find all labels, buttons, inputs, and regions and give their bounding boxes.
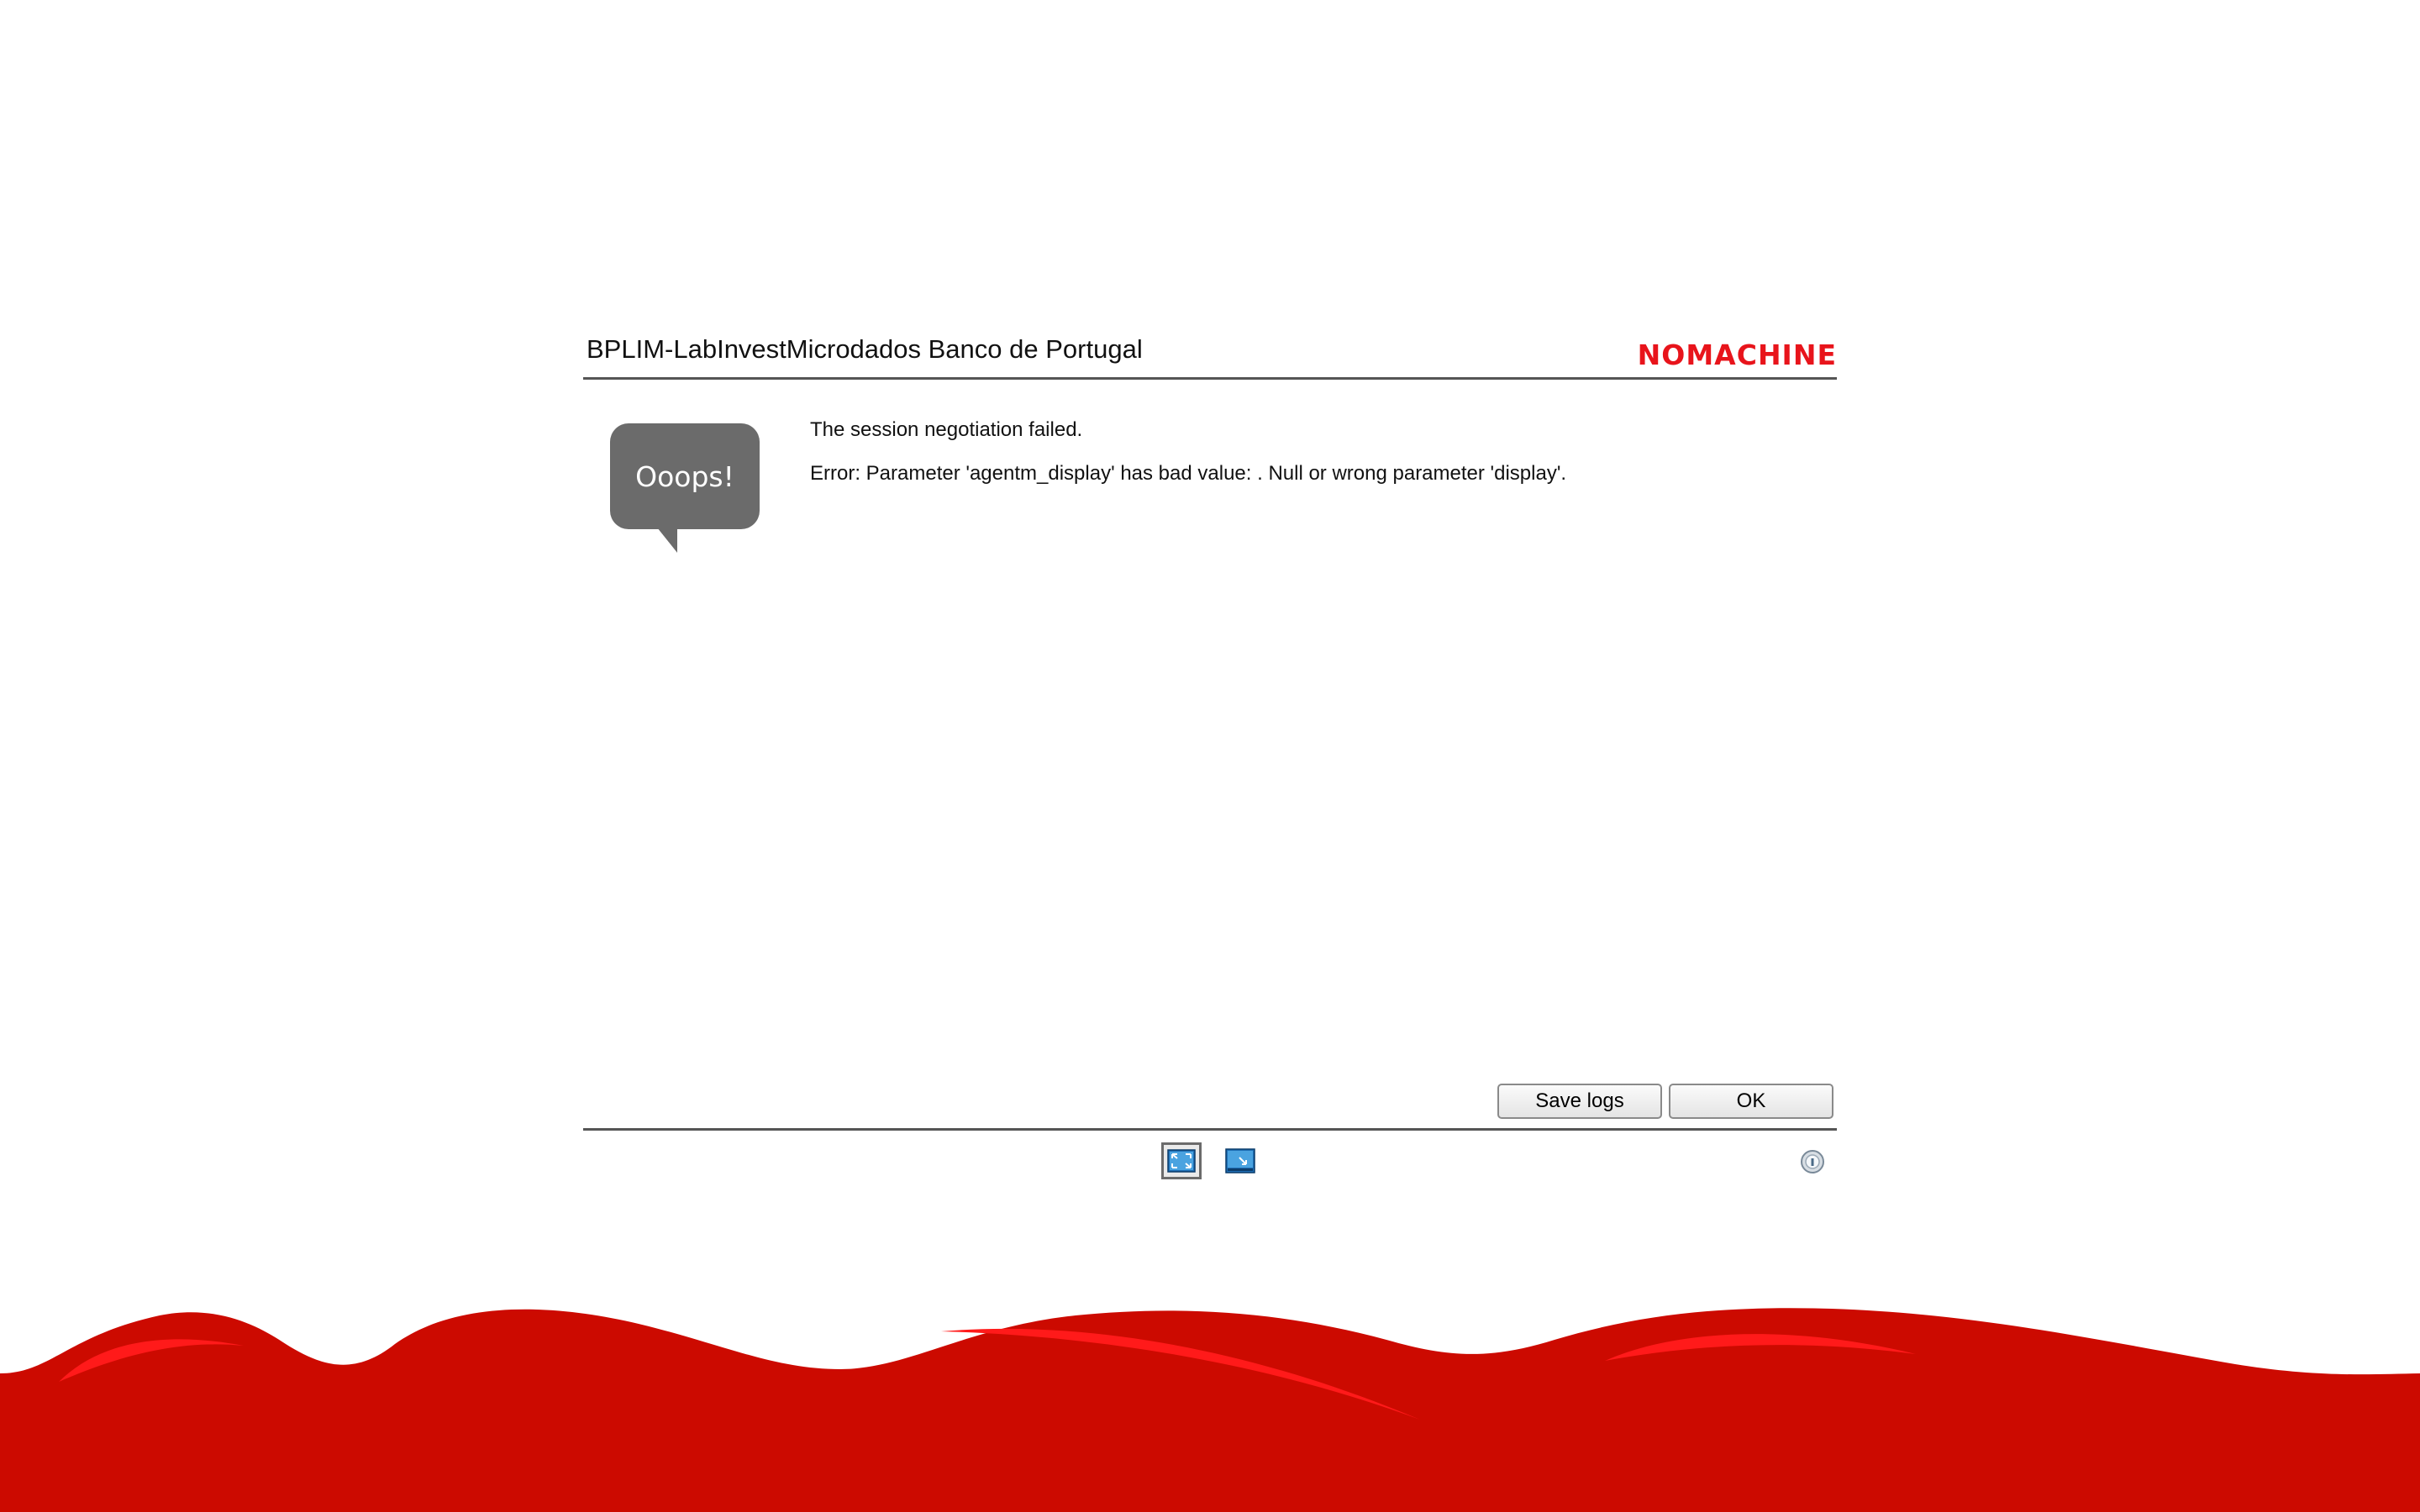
bubble-tail [655, 528, 681, 553]
ooops-bubble-text: Ooops! [635, 459, 734, 493]
header-divider [583, 377, 1837, 380]
fit-to-window-button[interactable] [1161, 1142, 1202, 1179]
nomachine-logo [1595, 339, 1837, 368]
ok-button[interactable]: OK [1669, 1084, 1833, 1119]
info-icon[interactable] [1800, 1149, 1825, 1174]
session-title: BPLIM-LabInvestMicrodados Banco de Portugal [587, 334, 1143, 364]
nomachine-logo-text: NOMACHINE [1637, 339, 1837, 368]
decorative-waves [0, 1294, 2420, 1512]
ooops-bubble [610, 423, 760, 529]
error-summary: The session negotiation failed. [810, 418, 1083, 441]
scale-icon [1225, 1148, 1255, 1173]
save-logs-button[interactable]: Save logs [1497, 1084, 1662, 1119]
footer-divider [583, 1128, 1837, 1131]
scale-button[interactable] [1220, 1142, 1260, 1179]
fit-to-window-icon [1167, 1149, 1196, 1173]
error-detail: Error: Parameter 'agentm_display' has bad value: . Null or wrong parameter 'display'. [810, 462, 1567, 485]
